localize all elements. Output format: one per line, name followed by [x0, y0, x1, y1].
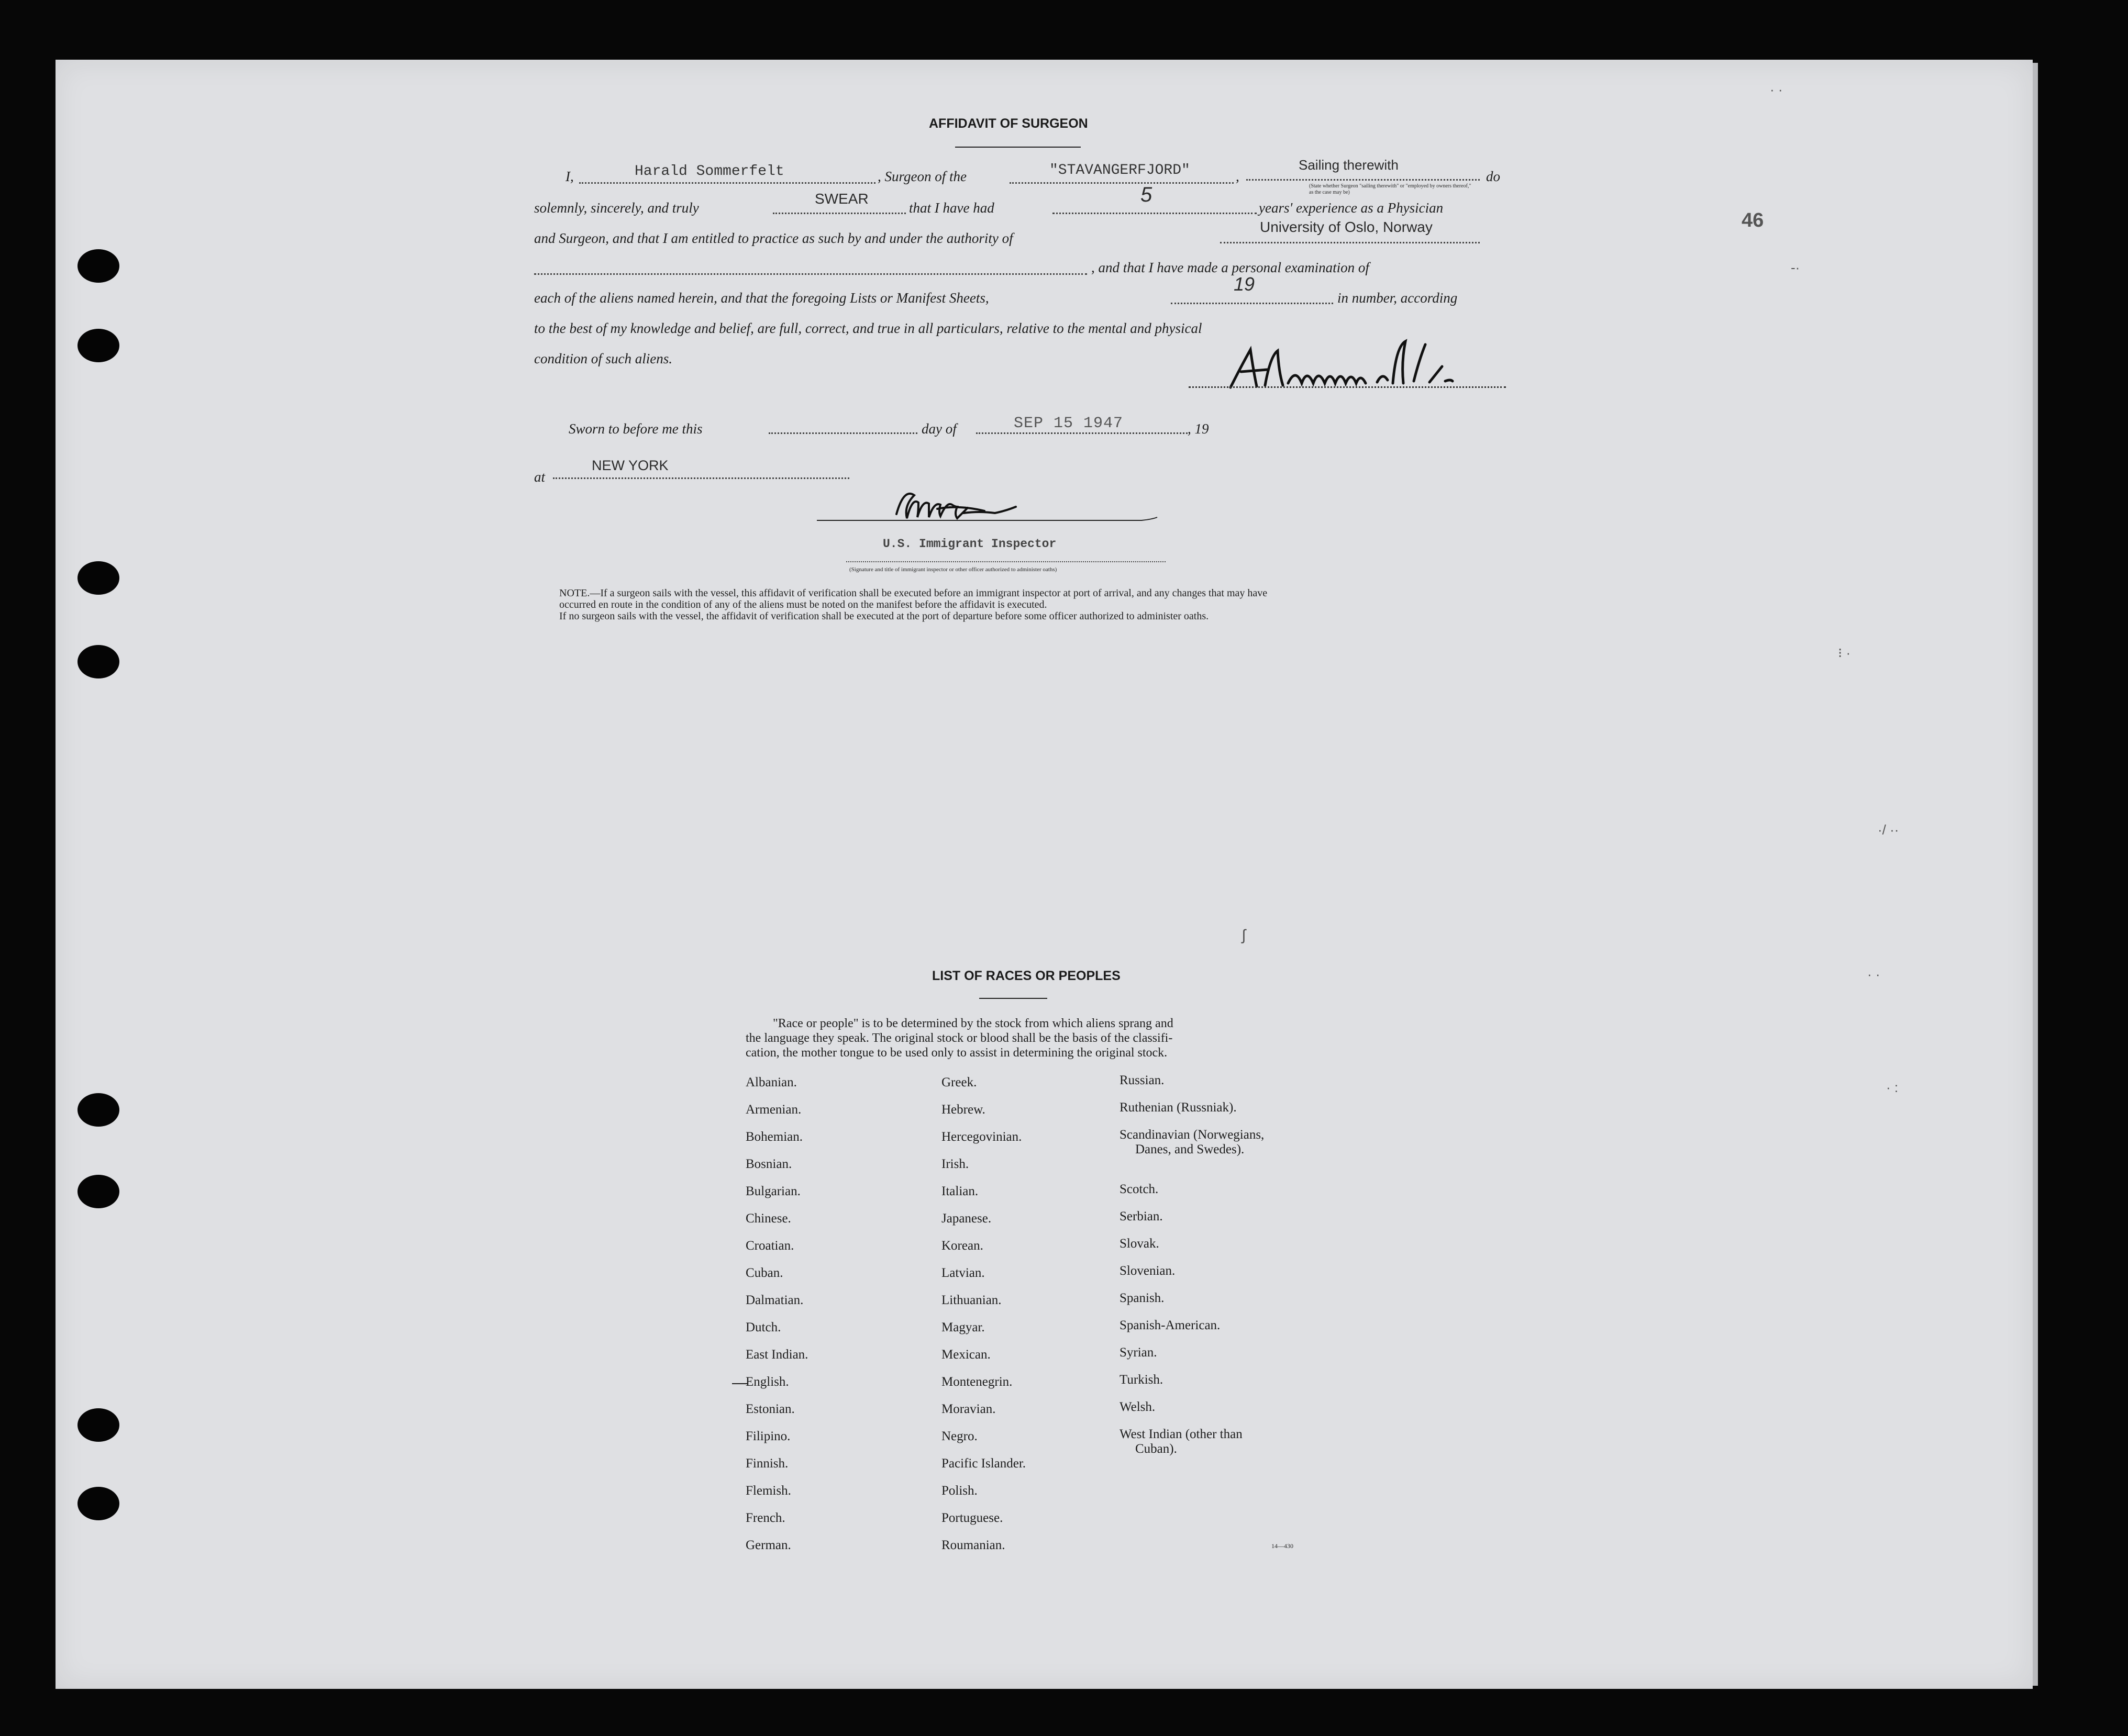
authority-line-2: [534, 273, 1087, 275]
sheets-count: 19: [1234, 273, 1255, 295]
scan-speck: ʃ: [1242, 927, 1246, 944]
binder-hole: [77, 1408, 119, 1442]
race-item: Ruthenian (Russniak).: [1120, 1100, 1237, 1115]
vessel-name: "STAVANGERFJORD": [1049, 162, 1190, 179]
race-item: Lithuanian.: [941, 1293, 1002, 1307]
text-day-of: day of: [922, 421, 957, 437]
authority-line: [1220, 242, 1480, 243]
race-item: Slovenian.: [1120, 1264, 1176, 1278]
race-item: Cuban).: [1135, 1442, 1177, 1456]
race-item: Montenegrin.: [941, 1375, 1013, 1389]
text-years-experience: years' experience as a Physician: [1259, 200, 1444, 216]
text-condition: condition of such aliens.: [534, 351, 672, 366]
race-item: Bosnian.: [746, 1157, 792, 1171]
text-year-19: , 19: [1188, 421, 1209, 437]
race-item: Roumanian.: [941, 1538, 1005, 1552]
race-item: English.: [746, 1375, 789, 1389]
race-item: Spanish-American.: [1120, 1318, 1221, 1332]
text-have-had: that I have had: [909, 200, 994, 216]
race-item: Albanian.: [746, 1075, 797, 1089]
race-item: Spanish.: [1120, 1291, 1165, 1305]
note-line-2: occurred en route in the condition of any of the aliens must be noted on the manifest before the affidavit is executed.: [559, 599, 1047, 610]
race-item: Welsh.: [1120, 1400, 1156, 1414]
race-item: Dalmatian.: [746, 1293, 804, 1307]
race-item: Russian.: [1120, 1073, 1165, 1087]
race-item: Armenian.: [746, 1103, 802, 1117]
inspector-signature: [806, 488, 1162, 530]
races-intro-line-3: cation, the mother tongue to be used only to assist in determining the original stock.: [746, 1046, 1168, 1060]
text-do: do: [1486, 169, 1500, 184]
race-item: Slovak.: [1120, 1237, 1159, 1251]
race-item: German.: [746, 1538, 791, 1552]
text-solemnly: solemnly, sincerely, and truly: [534, 200, 699, 216]
scan-speck: ⁝ ·: [1838, 645, 1851, 661]
text-personal-examination: , and that I have made a personal examination of: [1091, 260, 1369, 275]
races-intro-line-1: "Race or people" is to be determined by the stock from which aliens sprang and: [773, 1017, 1173, 1030]
scan-speck: · ·: [1770, 82, 1783, 97]
race-item: Filipino.: [746, 1429, 791, 1443]
race-item: Bohemian.: [746, 1130, 803, 1144]
inspector-line: [846, 561, 1166, 562]
race-item: Syrian.: [1120, 1345, 1157, 1360]
race-item: Serbian.: [1120, 1209, 1163, 1223]
sailing-line: [1246, 179, 1480, 181]
text-and-surgeon: and Surgeon, and that I am entitled to practice as such by and under the authority of: [534, 230, 1013, 246]
inspector-caption: (Signature and title of immigrant inspector or other officer authorized to administer oaths): [849, 566, 1057, 573]
race-item: Italian.: [941, 1184, 979, 1198]
vessel-line: [1010, 182, 1234, 184]
race-item: Korean.: [941, 1239, 983, 1253]
years-value: 5: [1140, 183, 1152, 206]
text-comma: ,: [1236, 169, 1239, 184]
race-item: Croatian.: [746, 1239, 794, 1253]
race-item: Polish.: [941, 1484, 978, 1498]
race-item: Mexican.: [941, 1348, 991, 1362]
race-item: Moravian.: [941, 1402, 996, 1416]
scan-speck: ·/ ··: [1878, 822, 1899, 838]
race-item: Greek.: [941, 1075, 977, 1089]
races-title-underline: [979, 998, 1047, 999]
scan-speck: -·: [1791, 260, 1800, 275]
race-item: Chinese.: [746, 1211, 791, 1226]
years-line: [1052, 213, 1257, 214]
text-in-number: in number, according: [1337, 290, 1458, 306]
race-item: Flemish.: [746, 1484, 791, 1498]
text-sworn: Sworn to before me this: [569, 421, 703, 437]
races-intro-line-2: the language they speak. The original stock or blood shall be the basis of the classifi-: [746, 1031, 1173, 1045]
race-item: French.: [746, 1511, 785, 1525]
binder-hole: [77, 561, 119, 595]
race-item: East Indian.: [746, 1348, 808, 1362]
text-at: at: [534, 469, 546, 485]
race-item: Hercegovinian.: [941, 1130, 1022, 1144]
race-item: Hebrew.: [941, 1103, 985, 1117]
inspector-title: U.S. Immigrant Inspector: [883, 537, 1057, 551]
surgeon-signature-line: [1189, 386, 1506, 388]
oath-line: [773, 213, 906, 214]
surgeon-signature: [1220, 335, 1513, 398]
binder-hole: [77, 645, 119, 678]
race-item: Negro.: [941, 1429, 978, 1443]
note-line-3: If no surgeon sails with the vessel, the affidavit of verification shall be executed at the port of departure before some officer authorized to administer oaths.: [559, 610, 1209, 622]
race-item: Cuban.: [746, 1266, 783, 1280]
text-each-alien: each of the aliens named herein, and that the foregoing Lists or Manifest Sheets,: [534, 290, 989, 306]
race-item: Danes, and Swedes).: [1135, 1142, 1245, 1156]
document-page: [56, 60, 2033, 1689]
race-item: Scotch.: [1120, 1182, 1159, 1196]
race-item: Portuguese.: [941, 1511, 1003, 1525]
text-surgeon-of: , Surgeon of the: [878, 169, 967, 184]
surgeon-name-line: [579, 182, 875, 184]
place-value: NEW YORK: [592, 458, 669, 473]
race-item: Finnish.: [746, 1456, 789, 1471]
race-item: Japanese.: [941, 1211, 992, 1226]
page-edge: [2033, 63, 2038, 1686]
title-underline: [955, 147, 1081, 148]
race-item: Turkish.: [1120, 1373, 1163, 1387]
race-item: Pacific Islander.: [941, 1456, 1026, 1471]
sworn-day-line: [769, 432, 917, 434]
race-item: Irish.: [941, 1157, 969, 1171]
surgeon-name: Harald Sommerfelt: [635, 163, 784, 180]
race-item: Bulgarian.: [746, 1184, 801, 1198]
sheets-line: [1171, 303, 1333, 304]
race-item: West Indian (other than: [1120, 1427, 1243, 1441]
race-item: Latvian.: [941, 1266, 985, 1280]
note-line-1: NOTE.—If a surgeon sails with the vessel, this affidavit of verification shall be executed before an immigrant inspector at port of arrival, and any changes that may have: [559, 587, 1268, 599]
binder-hole: [77, 1093, 119, 1127]
race-item: Estonian.: [746, 1402, 795, 1416]
scan-speck: · :: [1886, 1080, 1899, 1095]
binder-hole: [77, 1487, 119, 1520]
race-item: Magyar.: [941, 1320, 985, 1334]
authority-value: University of Oslo, Norway: [1260, 219, 1433, 235]
race-item: Dutch.: [746, 1320, 781, 1334]
oath-word: SWEAR: [815, 191, 869, 207]
sailing-status: Sailing therewith: [1299, 157, 1399, 173]
date-stamp: SEP 15 1947: [1014, 415, 1124, 432]
race-item: Scandinavian (Norwegians,: [1120, 1128, 1265, 1142]
english-pen-mark: [732, 1383, 748, 1384]
sailing-note: (State whether Surgeon "sailing therewith" or "employed by owners thereof," as the case may be): [1309, 183, 1471, 195]
form-number: 14—430: [1271, 1542, 1293, 1550]
races-title: LIST OF RACES OR PEOPLES: [932, 969, 1121, 983]
binder-hole: [77, 1175, 119, 1208]
binder-hole: [77, 329, 119, 362]
page-number: 46: [1742, 209, 1764, 231]
scan-speck: · ·: [1867, 966, 1880, 982]
sworn-month-line: [976, 432, 1188, 434]
binder-hole: [77, 249, 119, 283]
text-best-knowledge: to the best of my knowledge and belief, are full, correct, and true in all particulars, relative to the mental and physical: [534, 320, 1202, 336]
text-i: I,: [566, 169, 574, 184]
place-line: [553, 477, 849, 479]
affidavit-title: AFFIDAVIT OF SURGEON: [929, 116, 1088, 131]
